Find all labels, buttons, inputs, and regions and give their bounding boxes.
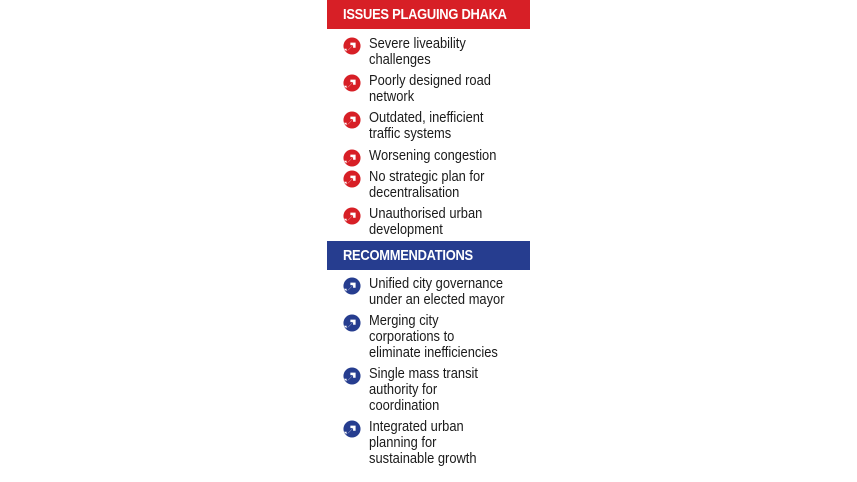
list-item: Outdated, inefficient traffic systems: [327, 110, 559, 142]
arrow-circle-icon: [343, 367, 361, 385]
arrow-circle-icon: [343, 74, 361, 92]
issues-header: [327, 0, 530, 29]
infographic-panel: [327, 0, 530, 467]
arrow-circle-icon: [343, 420, 361, 438]
list-item: Single mass transit authority for coordination: [327, 366, 559, 414]
arrow-circle-icon: [343, 149, 361, 167]
arrow-circle-icon: [343, 314, 361, 332]
recommendations-header: [327, 241, 530, 270]
arrow-circle-icon: [343, 207, 361, 225]
list-item: Severe liveability challenges: [327, 36, 559, 68]
list-item: No strategic plan for decentralisation: [327, 169, 559, 201]
list-item: Unauthorised urban development: [327, 206, 559, 238]
recommendations-title: RECOMMENDATIONS: [343, 247, 473, 264]
arrow-circle-icon: [343, 111, 361, 129]
list-item: Worsening congestion: [327, 148, 559, 164]
list-item: Poorly designed road network: [327, 73, 559, 105]
arrow-circle-icon: [343, 277, 361, 295]
arrow-circle-icon: [343, 37, 361, 55]
list-item: Merging city corporations to eliminate inefficiencies: [327, 313, 559, 361]
list-item: Integrated urban planning for sustainable growth: [327, 419, 559, 467]
list-item: Unified city governance under an elected mayor: [327, 276, 559, 308]
issues-title: ISSUES PLAGUING DHAKA: [343, 6, 507, 23]
arrow-circle-icon: [343, 170, 361, 188]
